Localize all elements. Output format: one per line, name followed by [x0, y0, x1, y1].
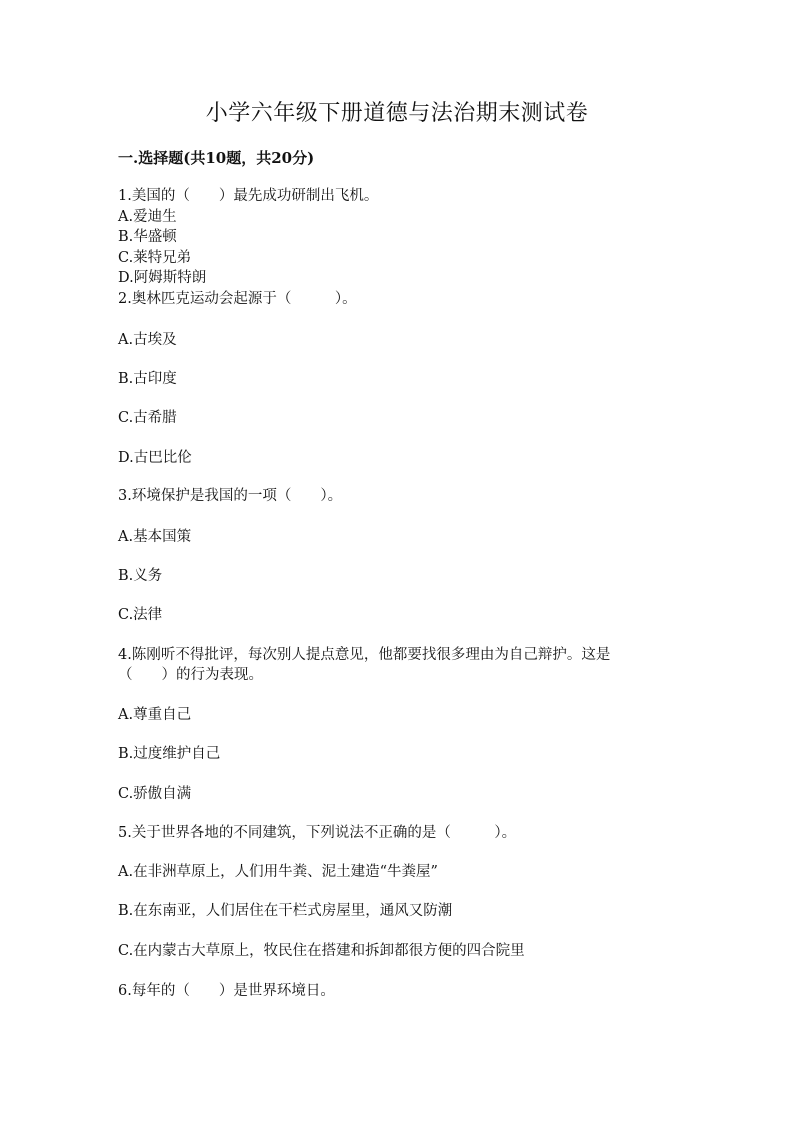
question-5-option-a: A.在非洲草原上，人们用牛粪、泥土建造“牛粪屋”	[118, 864, 438, 880]
question-3-stem: 3.环境保护是我国的一项（ ）。	[118, 488, 343, 504]
question-2-stem: 2.奥林匹克运动会起源于（ ）。	[118, 291, 357, 307]
question-5-option-b: B.在东南亚，人们居住在干栏式房屋里，通风又防潮	[118, 903, 453, 919]
question-4-stem-line-1: 4.陈刚听不得批评，每次别人提点意见，他都要找很多理由为自己辩护。这是	[118, 647, 611, 663]
question-5-stem: 5.关于世界各地的不同建筑，下列说法不正确的是（ ）。	[118, 825, 517, 841]
question-3-option-b: B.义务	[118, 568, 163, 584]
question-1-option-a: A.爱迪生	[118, 209, 177, 225]
question-3-option-c: C.法律	[118, 607, 163, 623]
question-2-option-d: D.古巴比伦	[118, 450, 192, 466]
question-4-option-a: A.尊重自己	[118, 707, 192, 723]
section-heading: 一.选择题(共10题，共20分)	[118, 149, 315, 167]
question-2-option-c: C.古希腊	[118, 410, 177, 426]
question-4-option-b: B.过度维护自己	[118, 746, 221, 762]
question-1-stem: 1.美国的（ ）最先成功研制出飞机。	[118, 188, 379, 204]
question-3-option-a: A.基本国策	[118, 529, 192, 545]
question-2-option-b: B.古印度	[118, 371, 177, 387]
question-5-option-c: C.在内蒙古大草原上，牧民住在搭建和拆卸都很方便的四合院里	[118, 943, 525, 959]
question-1-option-b: B.华盛顿	[118, 229, 177, 245]
question-2-option-a: A.古埃及	[118, 332, 177, 348]
question-1-option-d: D.阿姆斯特朗	[118, 270, 207, 286]
question-1-option-c: C.莱特兄弟	[118, 250, 192, 266]
page-title: 小学六年级下册道德与法治期末测试卷	[205, 101, 589, 126]
question-6-stem: 6.每年的（ ）是世界环境日。	[118, 983, 335, 999]
question-4-option-c: C.骄傲自满	[118, 786, 192, 802]
question-4-stem-line-2: （ ）的行为表现。	[118, 667, 263, 683]
